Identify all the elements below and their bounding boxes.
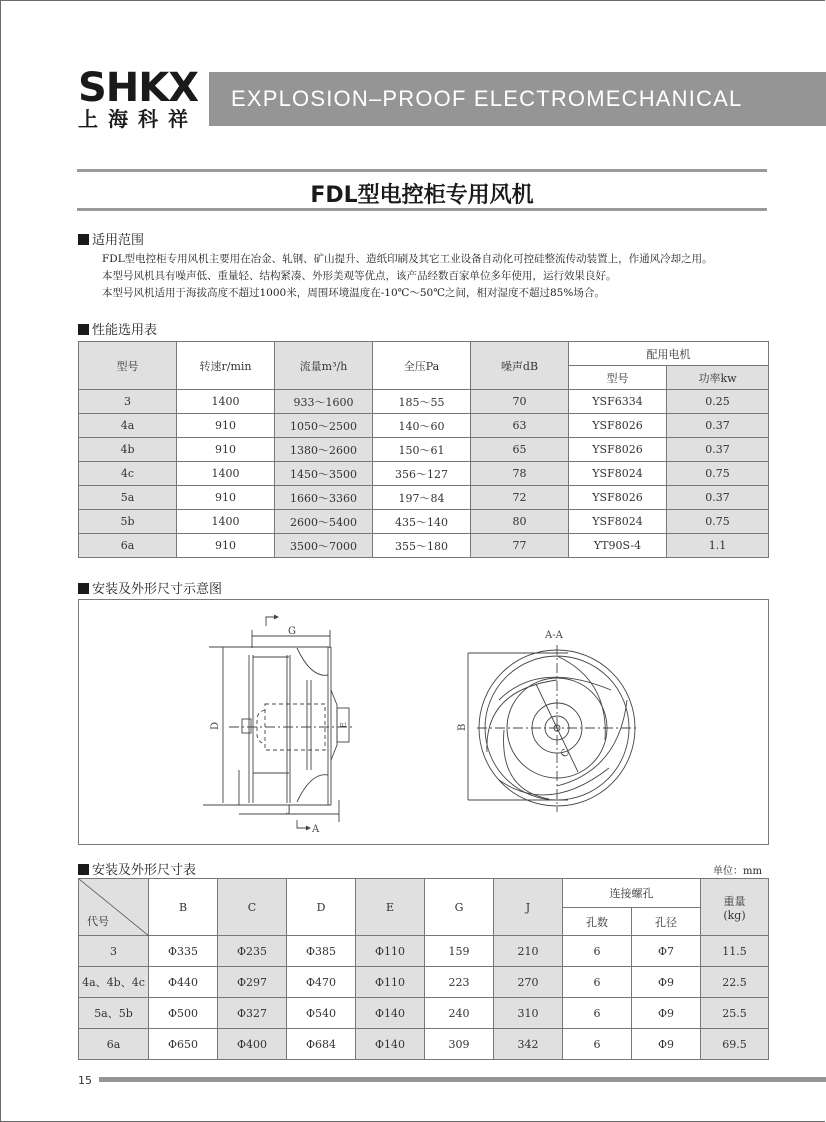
title-rule-bottom (77, 208, 767, 211)
table-cell: 4b (79, 438, 177, 462)
table-cell: 150～61 (373, 438, 471, 462)
table-cell: 5a、5b (79, 998, 149, 1029)
table-cell: 910 (177, 534, 275, 558)
table-cell: Φ140 (356, 1029, 425, 1060)
label-j: J (287, 804, 292, 815)
section-scope-title: 适用范围 (92, 233, 145, 248)
table-cell: 0.75 (667, 510, 769, 534)
section-performance-heading (78, 319, 157, 338)
table-cell: 6 (563, 936, 632, 967)
section-drawing-title: 安装及外形尺寸示意图 (92, 582, 223, 597)
table-cell: Φ9 (632, 1029, 701, 1060)
header-bolt: 连接螺孔 (563, 879, 701, 908)
section-performance-title: 性能选用表 (92, 323, 158, 338)
page-number: 15 (78, 1074, 92, 1087)
title-rule-top (77, 169, 767, 172)
table-cell: Φ7 (632, 936, 701, 967)
header-motor-model: 型号 (569, 366, 667, 390)
table-cell: 6a (79, 1029, 149, 1060)
header-d: D (287, 879, 356, 936)
scope-paragraph (102, 251, 713, 302)
table-cell: 197～84 (373, 486, 471, 510)
header-j: J (494, 879, 563, 936)
table-cell: YSF6334 (569, 390, 667, 414)
table-cell: 6 (563, 967, 632, 998)
bullet-square-icon (78, 864, 89, 875)
table-cell: Φ470 (287, 967, 356, 998)
table-cell: Φ327 (218, 998, 287, 1029)
section-dimensions-heading (78, 859, 196, 878)
table-cell: Φ335 (149, 936, 218, 967)
table-cell: 140～60 (373, 414, 471, 438)
performance-table (78, 341, 769, 558)
label-b: B (457, 723, 468, 731)
header-pressure: 全压Pa (373, 342, 471, 390)
header-hole-count: 孔数 (563, 908, 632, 936)
table-cell: 910 (177, 414, 275, 438)
table-cell: 240 (425, 998, 494, 1029)
table-cell: Φ500 (149, 998, 218, 1029)
bullet-square-icon (78, 234, 89, 245)
fan-drawing-svg (79, 600, 768, 844)
table-cell: 1.1 (667, 534, 769, 558)
table-cell: 78 (471, 462, 569, 486)
table-cell: Φ110 (356, 936, 425, 967)
table-cell: 3 (79, 936, 149, 967)
page-title: FDL型电控柜专用风机 (310, 183, 534, 208)
table-cell: 185～55 (373, 390, 471, 414)
label-a: A (312, 824, 320, 835)
table-cell: Φ297 (218, 967, 287, 998)
header-flow: 流量m³/h (275, 342, 373, 390)
table-cell: 11.5 (701, 936, 769, 967)
table-row (79, 438, 769, 462)
logo-text: SHKX (78, 65, 199, 111)
table-row (79, 936, 769, 967)
table-cell: Φ9 (632, 967, 701, 998)
bullet-square-icon (78, 583, 89, 594)
label-section: A-A (545, 630, 563, 641)
table-cell: Φ400 (218, 1029, 287, 1060)
table-cell: 22.5 (701, 967, 769, 998)
table-cell: 80 (471, 510, 569, 534)
table-cell: 223 (425, 967, 494, 998)
label-g: G (288, 626, 296, 637)
section-drawing-heading (78, 578, 222, 597)
table-cell: Φ110 (356, 967, 425, 998)
header-b: B (149, 879, 218, 936)
table-cell: 0.37 (667, 438, 769, 462)
installation-drawing (78, 599, 769, 845)
section-scope-heading (78, 229, 144, 248)
header-model: 型号 (79, 342, 177, 390)
table-cell: 3500～7000 (275, 534, 373, 558)
header-band (209, 72, 826, 126)
table-row (79, 414, 769, 438)
table-row (79, 510, 769, 534)
table-cell: 6 (563, 1029, 632, 1060)
table-cell: Φ385 (287, 936, 356, 967)
header-hole-dia: 孔径 (632, 908, 701, 936)
table-cell: 210 (494, 936, 563, 967)
scope-line: 本型号风机具有噪声低、重量轻、结构紧凑、外形美观等优点，该产品经数百家单位多年使用，运行效果良好。 (102, 270, 617, 282)
table-cell: Φ9 (632, 998, 701, 1029)
side-view (203, 615, 355, 830)
header-motor: 配用电机 (569, 342, 769, 366)
front-view (468, 645, 637, 812)
table-cell: Φ440 (149, 967, 218, 998)
table-row (79, 462, 769, 486)
footer-bar (99, 1077, 826, 1082)
scope-line: 本型号风机适用于海拔高度不超过1000米，周围环境温度在-10℃～50℃之间，相对湿度不超过85%场合。 (102, 287, 605, 299)
table-cell: 435～140 (373, 510, 471, 534)
header-weight-unit: (kg) (723, 908, 746, 922)
table-cell: 355～180 (373, 534, 471, 558)
table-cell: 5a (79, 486, 177, 510)
header-g: G (425, 879, 494, 936)
table-cell: 0.75 (667, 462, 769, 486)
table-cell: Φ235 (218, 936, 287, 967)
table-row (79, 998, 769, 1029)
company-logo (78, 65, 202, 131)
table-cell: 6a (79, 534, 177, 558)
table-cell: 1400 (177, 390, 275, 414)
table-cell: Φ650 (149, 1029, 218, 1060)
table-cell: 2600～5400 (275, 510, 373, 534)
table-cell: YSF8024 (569, 462, 667, 486)
bullet-square-icon (78, 324, 89, 335)
table-cell: 1660～3360 (275, 486, 373, 510)
header-band-text: EXPLOSION–PROOF ELECTROMECHANICAL (231, 86, 743, 111)
table-cell: 1400 (177, 462, 275, 486)
header-weight (701, 879, 769, 936)
table-cell: 159 (425, 936, 494, 967)
table-row (79, 967, 769, 998)
table-cell: Φ684 (287, 1029, 356, 1060)
table-cell: Φ140 (356, 998, 425, 1029)
label-d: D (210, 721, 221, 730)
table-cell: 25.5 (701, 998, 769, 1029)
table-row (79, 390, 769, 414)
table-cell: YSF8024 (569, 510, 667, 534)
table-cell: YT90S-4 (569, 534, 667, 558)
section-dimensions-title: 安装及外形尺寸表 (92, 863, 197, 878)
table-row (79, 1029, 769, 1060)
table-cell: 270 (494, 967, 563, 998)
scope-line: FDL型电控柜专用风机主要用在冶金、轧钢、矿山提升、造纸印刷及其它工业设备自动化可控硅整流传动装置上，作通风冷却之用。 (102, 253, 713, 265)
table-cell: 4a (79, 414, 177, 438)
table-cell: 1380～2600 (275, 438, 373, 462)
header-e: E (356, 879, 425, 936)
header-c: C (218, 879, 287, 936)
dimensions-table (78, 878, 769, 1060)
table-cell: Φ540 (287, 998, 356, 1029)
table-row (79, 534, 769, 558)
table-cell: YSF8026 (569, 438, 667, 462)
table-cell: 77 (471, 534, 569, 558)
table-cell: YSF8026 (569, 414, 667, 438)
table-row (79, 486, 769, 510)
table-cell: 1450～3500 (275, 462, 373, 486)
table-cell: 0.37 (667, 414, 769, 438)
label-c: C (558, 747, 573, 760)
table-cell: 0.37 (667, 486, 769, 510)
table-cell: 910 (177, 486, 275, 510)
table-cell: 5b (79, 510, 177, 534)
table-cell: 70 (471, 390, 569, 414)
logo-cn-text: 上海科祥 (78, 107, 198, 131)
table-cell: 356～127 (373, 462, 471, 486)
header-code-label: 代号 (87, 915, 109, 928)
table-cell: 310 (494, 998, 563, 1029)
header-speed: 转速r/min (177, 342, 275, 390)
table-cell: 309 (425, 1029, 494, 1060)
table-cell: 933～1600 (275, 390, 373, 414)
label-e: E (339, 722, 348, 728)
table-cell: 342 (494, 1029, 563, 1060)
table-cell: 3 (79, 390, 177, 414)
table-cell: 69.5 (701, 1029, 769, 1060)
table-cell: 72 (471, 486, 569, 510)
table-cell: 910 (177, 438, 275, 462)
table-cell: YSF8026 (569, 486, 667, 510)
table-cell: 63 (471, 414, 569, 438)
table-cell: 65 (471, 438, 569, 462)
header-noise: 噪声dB (471, 342, 569, 390)
header-code (79, 879, 149, 936)
table-cell: 1400 (177, 510, 275, 534)
table-cell: 1050～2500 (275, 414, 373, 438)
table-cell: 6 (563, 998, 632, 1029)
table-cell: 0.25 (667, 390, 769, 414)
header-motor-power: 功率kw (667, 366, 769, 390)
table-cell: 4c (79, 462, 177, 486)
header-weight-label: 重量 (723, 894, 746, 908)
unit-label: 单位：mm (713, 866, 762, 877)
table-cell: 4a、4b、4c (79, 967, 149, 998)
